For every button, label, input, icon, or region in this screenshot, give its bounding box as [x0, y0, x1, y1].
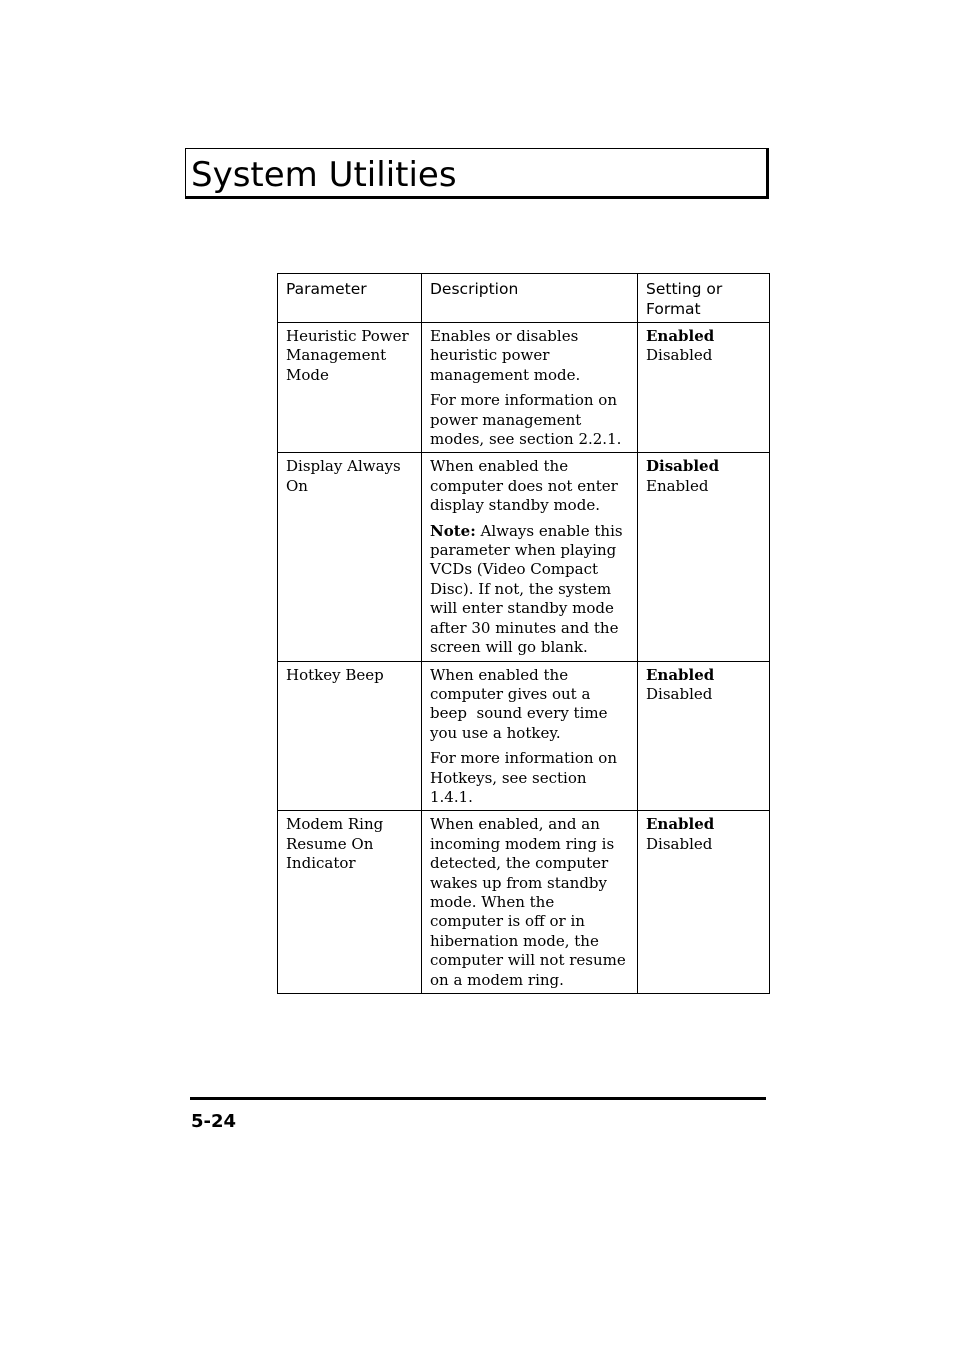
note-paragraph [430, 522, 629, 658]
note-label: Note: [430, 521, 476, 540]
column-header-parameter: Parameter [278, 274, 422, 323]
table-row [278, 453, 770, 661]
column-header-description: Description [422, 274, 638, 323]
setting-cell [638, 323, 770, 453]
description-cell [422, 811, 638, 994]
description-paragraph: When enabled the computer does not enter display standby mode. [430, 457, 618, 515]
description-cell [422, 661, 638, 811]
parameter-cell: Display Always On [278, 453, 422, 661]
setting-cell [638, 811, 770, 994]
setting-default-value: Enabled [646, 815, 715, 834]
description-paragraph: For more information on Hotkeys, see section 1.4.1. [430, 749, 617, 806]
setting-alternate-value: Disabled [646, 834, 713, 853]
page-title: System Utilities [191, 155, 457, 195]
setting-alternate-value: Enabled [646, 476, 709, 495]
setting-default-value: Disabled [646, 457, 720, 476]
description-paragraph: When enabled the computer gives out a beep sound every time you use a hotkey. [430, 665, 613, 742]
description-paragraph: For more information on power management modes, see section 2.2.1. [430, 391, 622, 449]
setting-cell [638, 661, 770, 811]
section-header [185, 148, 769, 199]
table-row [278, 661, 770, 811]
table-row [278, 323, 770, 453]
table-row [278, 811, 770, 994]
setting-default-value: Enabled [646, 665, 715, 684]
parameter-cell: Heuristic Power Management Mode [278, 323, 422, 453]
setting-alternate-value: Disabled [646, 684, 713, 703]
description-cell [422, 323, 638, 453]
table-header-row [278, 274, 770, 323]
footer-divider [190, 1097, 766, 1100]
note-text: Always enable this parameter when playing VCDs (Video Compact Disc). If not, the system will enter standby mode after 30 minutes and the screen will go blank. [430, 521, 623, 657]
parameter-table [277, 273, 770, 994]
column-header-setting: Setting or Format [638, 274, 770, 323]
parameter-cell: Hotkey Beep [278, 661, 422, 811]
setting-alternate-value: Disabled [646, 346, 713, 365]
description-paragraph: When enabled, and an incoming modem ring is detected, the computer wakes up from standby mode. When the computer is off or in hibernation mode, the computer will not resume on a modem ring. [430, 815, 626, 989]
setting-cell [638, 453, 770, 661]
description-paragraph: Enables or disables heuristic power management mode. [430, 327, 581, 384]
setting-default-value: Enabled [646, 327, 715, 345]
page-number: 5-24 [191, 1111, 237, 1132]
parameter-cell: Modem Ring Resume On Indicator [278, 811, 422, 994]
description-cell [422, 453, 638, 661]
